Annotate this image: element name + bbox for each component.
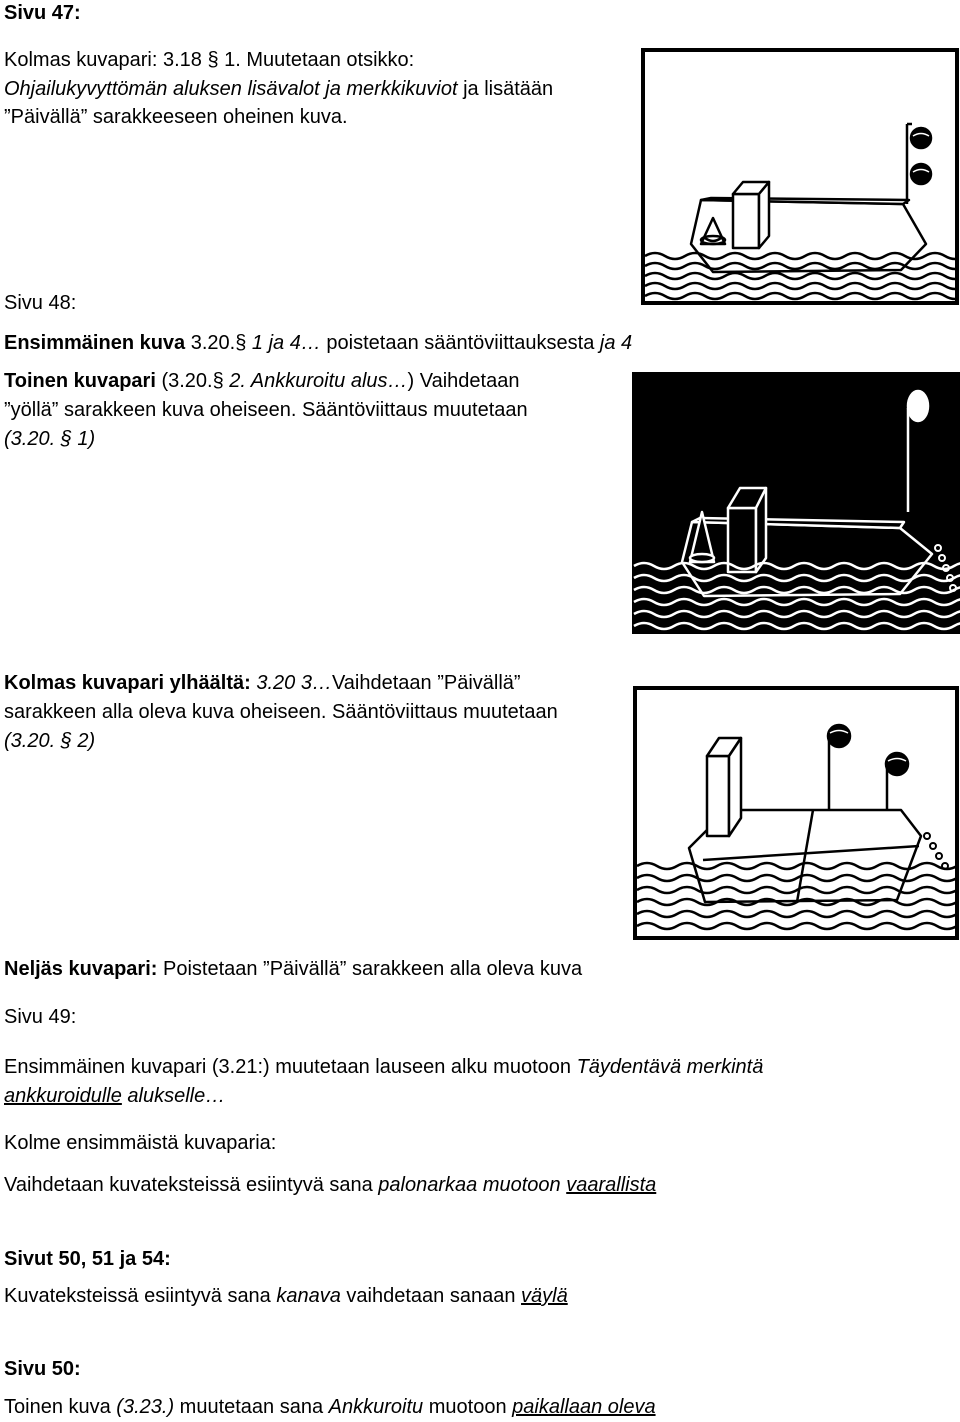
- p49-first-line-1: Ensimmäinen kuvapari (3.21:) muutetaan lauseen alku muotoon Täydentävä merkintä: [4, 1056, 764, 1078]
- p48-first-kuva: Ensimmäinen kuva 3.20.§ 1 ja 4… poistetaan sääntöviittauksesta ja 4: [4, 332, 633, 354]
- ship-day-two-balls-icon: [641, 48, 959, 305]
- heading-sivu-47: Sivu 47:: [4, 2, 81, 24]
- p49-first-line-2: ankkuroidulle alukselle…: [4, 1085, 226, 1107]
- p48-third-line-1: Kolmas kuvapari ylhäältä: 3.20 3…Vaihdetaan ”Päivällä”: [4, 672, 521, 694]
- anchored-ship-night-light-icon: [632, 372, 960, 634]
- heading-sivut-50-51-54: Sivut 50, 51 ja 54:: [4, 1248, 171, 1270]
- p47-line-2: Ohjailukyvyttömän aluksen lisävalot ja merkkikuviot ja lisätään: [4, 78, 554, 100]
- p47-line-1: Kolmas kuvapari: 3.18 § 1. Muutetaan otsikko:: [4, 49, 415, 71]
- p50-51-54-text: Kuvateksteissä esiintyvä sana kanava vaihdetaan sanaan väylä: [4, 1285, 568, 1307]
- p47-line-3: ”Päivällä” sarakkeeseen oheinen kuva.: [4, 106, 348, 128]
- heading-sivu-49: Sivu 49:: [4, 1006, 77, 1028]
- heading-sivu-48: Sivu 48:: [4, 292, 77, 314]
- p48-third-line-2: sarakkeen alla oleva kuva oheiseen. Sääntöviittaus muutetaan: [4, 701, 558, 723]
- p48-second-line-1: Toinen kuvapari (3.20.§ 2. Ankkuroitu alus…) Vaihdetaan: [4, 370, 520, 392]
- p48-second-line-2: ”yöllä” sarakkeen kuva oheiseen. Sääntöviittaus muutetaan: [4, 399, 528, 421]
- p49-replace: Vaihdetaan kuvateksteissä esiintyvä sana palonarkaa muotoon vaarallista: [4, 1174, 657, 1196]
- p50-text: Toinen kuva (3.23.) muutetaan sana Ankkuroitu muotoon paikallaan oleva: [4, 1396, 656, 1418]
- heading-sivu-50: Sivu 50:: [4, 1358, 81, 1380]
- p48-fourth: Neljäs kuvapari: Poistetaan ”Päivällä” sarakkeen alla oleva kuva: [4, 958, 583, 980]
- p49-three: Kolme ensimmäistä kuvaparia:: [4, 1132, 277, 1154]
- p48-third-line-3: (3.20. § 2): [4, 730, 96, 752]
- ship-day-dredging-balls-icon: [633, 686, 959, 940]
- p48-second-line-3: (3.20. § 1): [4, 428, 96, 450]
